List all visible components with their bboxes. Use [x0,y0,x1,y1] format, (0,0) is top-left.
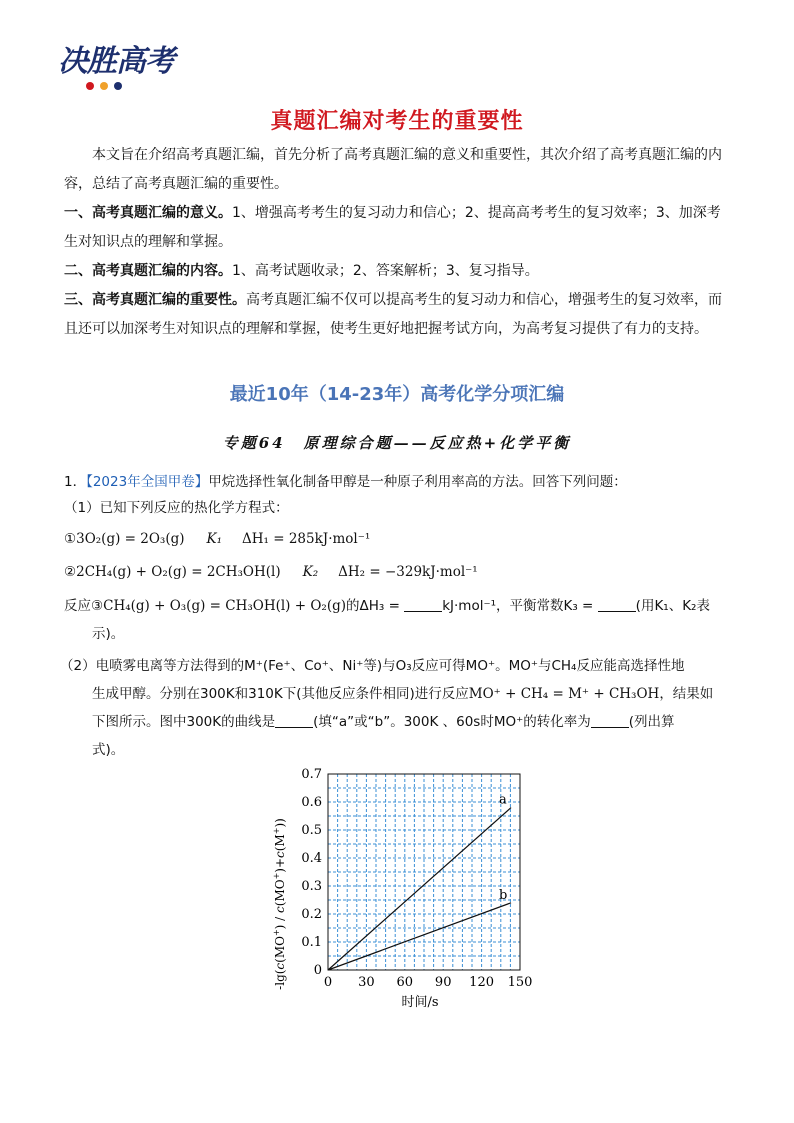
point-2 [64,257,732,286]
eq3-formula: CH₄(g) + O₃(g) = CH₃OH(l) + O₂(g) [103,598,346,614]
logo-decoration [86,82,178,90]
series-label-a: a [499,792,507,808]
part2-line2a: 生成甲醇。分别在300K和310K下(其他反应条件相同)进行反应 [92,686,469,702]
point-2-body: 1、高考试题收录；2、答案解析；3、复习指导。 [232,263,539,279]
eq3-unit: kJ·mol⁻¹ [442,598,496,614]
part2-line4: 式)。 [92,742,125,758]
x-tick-label: 30 [358,975,375,990]
eq3-k-text: ，平衡常数K₃ = [496,598,594,614]
x-tick-label: 0 [323,975,333,990]
series-line-b [328,903,511,970]
point-3-head: 三、高考真题汇编的重要性。 [64,292,246,308]
eq3-tail: (用K₁、K₂表 [635,598,710,614]
point-3 [64,286,732,344]
eq3-mid: 的ΔH₃ = [346,598,400,614]
logo-text: 决胜高考 [58,44,174,79]
part2-line2 [92,684,772,704]
y-tick-label: 0.7 [301,767,322,782]
page-title: 真题汇编对考生的重要性 [270,109,524,134]
answer-blank-conversion[interactable] [591,713,629,728]
point-1-head: 一、高考真题汇编的意义。 [64,205,232,221]
question-stem [64,472,744,492]
part1-intro: （1）已知下列反应的热化学方程式： [64,500,289,516]
y-axis-label-text: -lg(c(MO+) / c(MO+)+c(M+)) [272,818,287,990]
logo [58,44,178,106]
eq2-k: K₂ [302,564,319,580]
y-tick-label: 0.4 [301,851,322,866]
y-tick-label: 0.5 [301,823,322,838]
equation-2 [64,562,744,582]
y-ticks [301,767,322,978]
topic-title: 专题64 原理综合题——反应热+化学平衡 [222,434,572,452]
chart-grid [328,774,520,970]
equation-1 [64,529,744,549]
eq3-prefix: 反应③ [64,598,104,614]
answer-blank-dh3[interactable] [404,597,442,612]
point-1-body: 1、增强高考考生的复习动力和信心；2、提高高考考生的复习效率；3、加深考生对知识点的理解和掌握。 [64,205,721,250]
question-stem-text: 甲烷选择性氧化制备甲醇是一种原子利用率高的方法。回答下列问题： [208,474,627,490]
eq2-label: ② [64,564,77,580]
part2-equation: MO⁺ + CH₄ = M⁺ + CH₃OH [468,686,660,702]
section-title: 最近10年（14-23年）高考化学分项汇编 [229,384,565,405]
eq3-tail-2: 示)。 [92,626,125,642]
eq2-enthalpy: ΔH₂ = −329kJ·mol⁻¹ [338,564,478,580]
series [328,793,511,970]
y-tick-label: 0.3 [301,879,322,894]
equation-3 [64,596,744,616]
intro-paragraph: 本文旨在介绍高考真题汇编，首先分析了高考真题汇编的意义和重要性，其次介绍了高考真题汇编的内容，总结了高考真题汇编的重要性。 [64,147,722,192]
part2-line3c: (列出算 [628,714,675,730]
y-tick-label: 0.1 [301,935,322,950]
part2-line2b: ，结果如 [659,686,714,702]
eq1-label: ① [64,531,77,547]
eq2-formula: 2CH₄(g) + O₂(g) = 2CH₃OH(l) [76,564,281,580]
answer-blank-curve[interactable] [275,713,313,728]
y-tick-label: 0.6 [301,795,322,810]
x-ticks [324,975,533,990]
point-2-head: 二、高考真题汇编的内容。 [64,263,232,279]
x-tick-label: 120 [469,975,495,990]
point-1 [64,199,732,257]
part2-line3b: (填“a”或“b”。300K 、60s时MO⁺的转化率为 [313,714,591,730]
part2-line1: （2）电喷雾电离等方法得到的M⁺(Fe⁺、Co⁺、Ni⁺等)与O₃反应可得MO⁺。MO⁺与CH₄反应能高选择性地 [60,658,685,674]
chart [262,762,562,1012]
y-tick-label: 0.2 [301,907,322,922]
x-tick-label: 150 [507,975,533,990]
y-tick-label: 0 [313,963,322,978]
question-number: 1． [64,474,87,490]
x-tick-label: 60 [396,975,414,990]
series-label-b: b [499,887,508,903]
y-axis-label [272,818,287,990]
x-axis-label: 时间/s [401,995,439,1010]
part2-line3 [92,712,772,732]
eq1-formula: 3O₂(g) = 2O₃(g) [76,531,185,547]
part2-line3a: 下图所示。图中300K的曲线是 [92,714,276,730]
question-source: 【2023年全国甲卷】 [86,474,209,490]
series-line-a [328,808,511,970]
x-tick-label: 90 [434,975,452,990]
eq1-enthalpy: ΔH₁ = 285kJ·mol⁻¹ [242,531,371,547]
point-3-body: 高考真题汇编不仅可以提高考生的复习动力和信心，增强考生的复习效率，而且还可以加深考生对知识点的理解和掌握，使考生更好地把握考试方向，为高考复习提供了有力的支持。 [64,292,722,337]
eq1-k: K₁ [206,531,222,547]
answer-blank-k3[interactable] [598,597,636,612]
